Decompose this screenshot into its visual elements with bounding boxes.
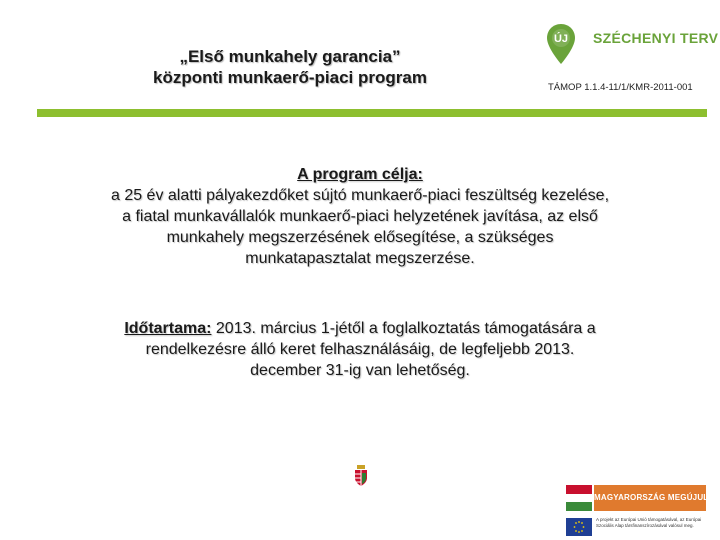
logo-badge: ÚJ: [553, 33, 569, 45]
eu-funding-text: A projekt az Európai Unió támogatásával, az Európai Szociális Alap társfinanszírozásával valósul meg.: [596, 517, 702, 528]
program-title-line2: központi munkaerő-piaci program: [153, 68, 427, 87]
goal-heading: A program célja:: [297, 166, 423, 183]
eu-flag-icon: [566, 518, 592, 536]
goal-line-2: a fiatal munkavállalók munkaerő-piaci helyzetének javítása, az első: [122, 208, 598, 225]
duration-line-1: 2013. március 1-jétől a foglalkoztatás támogatására a: [211, 320, 596, 337]
goal-line-4: munkatapasztalat megszerzése.: [245, 250, 475, 267]
duration-line-3: december 31-ig van lehetőség.: [250, 362, 470, 379]
program-duration: [60, 318, 660, 381]
project-code: TÁMOP 1.1.4-11/1/KMR-2011-001: [548, 82, 693, 93]
hungarian-flag-icon: [566, 485, 592, 511]
duration-heading: Időtartama:: [124, 320, 212, 337]
goal-line-3: munkahely megszerzésének elősegítése, a szükséges: [166, 229, 554, 246]
program-title-line1: „Első munkahely garancia”: [179, 47, 401, 66]
green-divider: [37, 109, 707, 117]
program-goal: [40, 164, 680, 269]
hungarian-crest-icon: [353, 465, 369, 487]
magyarorszag-megujul-banner: MAGYARORSZÁG MEGÚJUL: [594, 485, 706, 511]
program-title: [120, 46, 460, 88]
logo-text: SZÉCHENYI TERV: [593, 30, 719, 46]
goal-line-1: a 25 év alatti pályakezdőket sújtó munkaerő-piaci feszültség kezelése,: [110, 187, 610, 204]
duration-line-2: rendelkezésre álló keret felhasználásáig, de legfeljebb 2013.: [145, 341, 575, 358]
